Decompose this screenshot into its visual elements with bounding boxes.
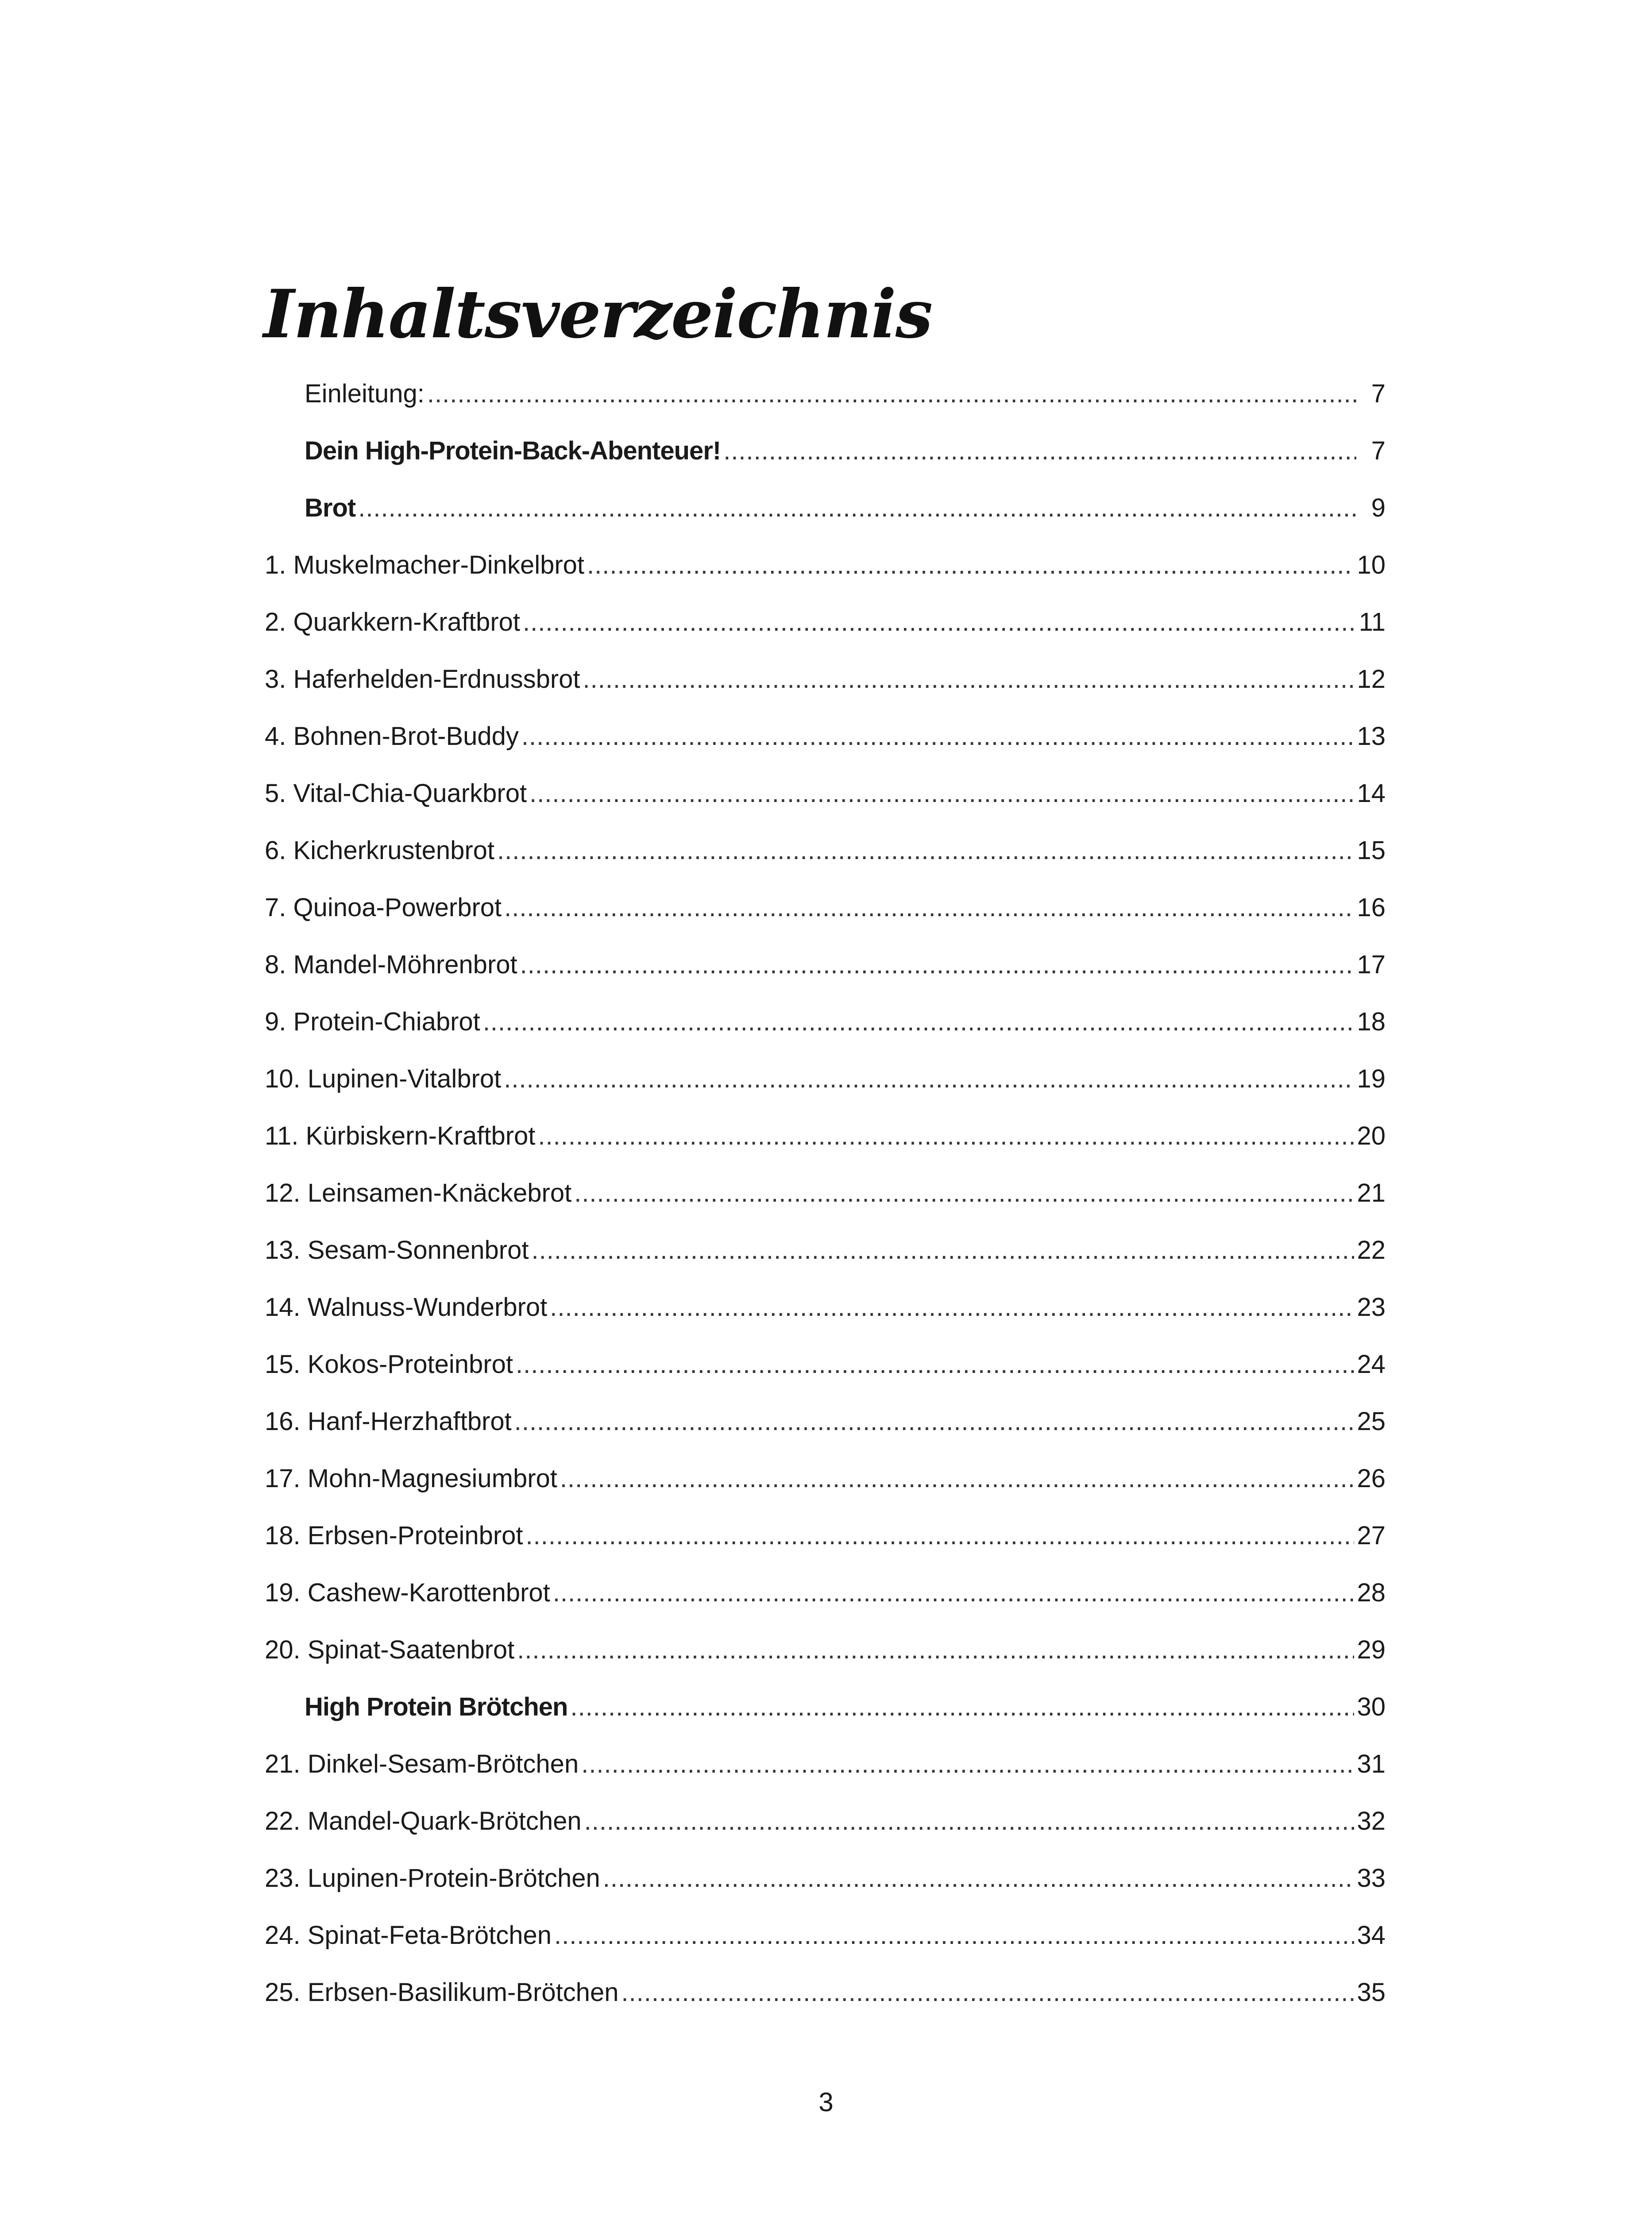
toc-entry-page: 16 bbox=[1357, 893, 1386, 922]
toc-entry[interactable] bbox=[265, 765, 1386, 822]
toc-entry[interactable] bbox=[265, 1279, 1386, 1336]
toc-entry[interactable] bbox=[265, 822, 1386, 879]
dot-leader bbox=[587, 536, 1354, 594]
toc-entry-page: 18 bbox=[1357, 1007, 1386, 1036]
toc-entry-page: 22 bbox=[1357, 1236, 1386, 1265]
toc-entry[interactable] bbox=[265, 1393, 1386, 1450]
toc-entry-label: 17. Mohn-Magnesiumbrot bbox=[265, 1464, 557, 1493]
toc-entry-label: Brot bbox=[305, 493, 356, 522]
toc-entry[interactable] bbox=[265, 1907, 1386, 1964]
toc-entry[interactable] bbox=[265, 1050, 1386, 1107]
dot-leader bbox=[504, 879, 1354, 936]
toc-entry-label: 16. Hanf-Herzhaftbrot bbox=[265, 1407, 512, 1436]
dot-leader bbox=[550, 1279, 1354, 1336]
toc-entry-label: 11. Kürbiskern-Kraftbrot bbox=[265, 1122, 536, 1150]
toc-entry[interactable] bbox=[265, 1793, 1386, 1850]
toc-entry-label: Dein High-Protein-Back-Abenteuer! bbox=[305, 436, 721, 465]
toc-entry-label: 12. Leinsamen-Knäckebrot bbox=[265, 1179, 572, 1207]
toc-entry-page: 19 bbox=[1357, 1064, 1386, 1093]
toc-entry-label: 22. Mandel-Quark-Brötchen bbox=[265, 1807, 582, 1835]
toc-entry-page: 35 bbox=[1357, 1978, 1386, 2007]
toc-entry[interactable] bbox=[265, 1222, 1386, 1279]
toc-entry-page: 32 bbox=[1357, 1807, 1386, 1835]
dot-leader bbox=[574, 1164, 1354, 1222]
toc-entry[interactable] bbox=[265, 1678, 1386, 1735]
toc-entry-page: 34 bbox=[1357, 1921, 1386, 1950]
toc-entry-label: 8. Mandel-Möhrenbrot bbox=[265, 950, 517, 979]
toc-entry[interactable] bbox=[265, 1450, 1386, 1507]
toc-entry-label: 3. Haferhelden-Erdnussbrot bbox=[265, 665, 580, 694]
dot-leader bbox=[621, 1964, 1354, 2021]
toc-entry-page: 7 bbox=[1371, 436, 1386, 465]
toc-entry[interactable] bbox=[265, 1621, 1386, 1678]
toc-entry-page: 12 bbox=[1357, 665, 1386, 694]
dot-leader bbox=[554, 1907, 1354, 1964]
dot-leader bbox=[603, 1850, 1355, 1907]
toc-entry-label: 1. Muskelmacher-Dinkelbrot bbox=[265, 551, 585, 579]
page-number: 3 bbox=[818, 2087, 834, 2117]
toc-entry[interactable] bbox=[265, 879, 1386, 936]
table-of-contents bbox=[265, 365, 1386, 2021]
toc-entry[interactable] bbox=[265, 1850, 1386, 1907]
toc-entry-page: 31 bbox=[1357, 1750, 1386, 1778]
toc-entry-page: 9 bbox=[1371, 493, 1386, 522]
toc-entry-label: 18. Erbsen-Proteinbrot bbox=[265, 1521, 523, 1550]
dot-leader bbox=[531, 1222, 1354, 1279]
toc-entry[interactable] bbox=[265, 1336, 1386, 1393]
toc-entry-label: 2. Quarkkern-Kraftbrot bbox=[265, 608, 520, 636]
toc-entry-label: 15. Kokos-Proteinbrot bbox=[265, 1350, 513, 1379]
toc-entry-page: 33 bbox=[1357, 1864, 1386, 1893]
dot-leader bbox=[570, 1678, 1354, 1735]
dot-leader bbox=[497, 822, 1354, 879]
toc-entry-page: 26 bbox=[1357, 1464, 1386, 1493]
dot-leader bbox=[427, 365, 1356, 422]
toc-entry-page: 24 bbox=[1357, 1350, 1386, 1379]
toc-entry-label: 14. Walnuss-Wunderbrot bbox=[265, 1293, 548, 1322]
toc-entry[interactable] bbox=[265, 708, 1386, 765]
toc-entry-label: 4. Bohnen-Brot-Buddy bbox=[265, 722, 519, 751]
toc-entry-label: 9. Protein-Chiabrot bbox=[265, 1007, 480, 1036]
dot-leader bbox=[517, 1621, 1354, 1678]
toc-entry[interactable] bbox=[265, 422, 1386, 479]
toc-entry-label: 19. Cashew-Karottenbrot bbox=[265, 1578, 550, 1607]
dot-leader bbox=[560, 1450, 1355, 1507]
dot-leader bbox=[584, 1793, 1355, 1850]
dot-leader bbox=[514, 1393, 1355, 1450]
dot-leader bbox=[583, 651, 1355, 708]
toc-entry-page: 14 bbox=[1357, 779, 1386, 808]
toc-entry-label: Einleitung: bbox=[305, 379, 425, 408]
toc-entry-label: 20. Spinat-Saatenbrot bbox=[265, 1635, 515, 1664]
toc-entry-page: 11 bbox=[1359, 608, 1386, 636]
toc-entry-label: 5. Vital-Chia-Quarkbrot bbox=[265, 779, 527, 808]
dot-leader bbox=[526, 1507, 1355, 1564]
toc-entry[interactable] bbox=[265, 1964, 1386, 2021]
toc-entry-label: High Protein Brötchen bbox=[305, 1693, 568, 1721]
toc-entry-page: 29 bbox=[1357, 1635, 1386, 1664]
toc-entry-label: 24. Spinat-Feta-Brötchen bbox=[265, 1921, 552, 1950]
toc-entry-label: 25. Erbsen-Basilikum-Brötchen bbox=[265, 1978, 619, 2007]
toc-entry[interactable] bbox=[265, 1164, 1386, 1222]
toc-entry-page: 27 bbox=[1357, 1521, 1386, 1550]
toc-entry-page: 10 bbox=[1357, 551, 1386, 579]
toc-entry-label: 13. Sesam-Sonnenbrot bbox=[265, 1236, 529, 1265]
toc-entry[interactable] bbox=[265, 651, 1386, 708]
dot-leader bbox=[529, 765, 1354, 822]
toc-entry-label: 10. Lupinen-Vitalbrot bbox=[265, 1064, 502, 1093]
dot-leader bbox=[516, 1336, 1355, 1393]
toc-entry-label: 21. Dinkel-Sesam-Brötchen bbox=[265, 1750, 579, 1778]
toc-entry-page: 20 bbox=[1357, 1122, 1386, 1150]
toc-entry-label: 6. Kicherkrustenbrot bbox=[265, 836, 495, 865]
toc-entry[interactable] bbox=[265, 536, 1386, 594]
toc-entry[interactable] bbox=[265, 594, 1386, 651]
toc-entry-page: 30 bbox=[1357, 1693, 1386, 1721]
toc-entry-label: 7. Quinoa-Powerbrot bbox=[265, 893, 502, 922]
toc-entry[interactable] bbox=[265, 1735, 1386, 1793]
toc-entry-page: 28 bbox=[1357, 1578, 1386, 1607]
toc-entry-page: 15 bbox=[1357, 836, 1386, 865]
dot-leader bbox=[358, 479, 1356, 536]
toc-entry[interactable] bbox=[265, 1564, 1386, 1621]
dot-leader bbox=[504, 1050, 1354, 1107]
toc-entry[interactable] bbox=[265, 365, 1386, 422]
dot-leader bbox=[521, 708, 1355, 765]
dot-leader bbox=[483, 993, 1355, 1050]
toc-entry-page: 23 bbox=[1357, 1293, 1386, 1322]
toc-entry[interactable] bbox=[265, 993, 1386, 1050]
toc-entry[interactable] bbox=[265, 1107, 1386, 1164]
toc-entry[interactable] bbox=[265, 936, 1386, 993]
dot-leader bbox=[520, 936, 1355, 993]
dot-leader bbox=[723, 422, 1356, 479]
toc-entry-label: 23. Lupinen-Protein-Brötchen bbox=[265, 1864, 600, 1893]
toc-entry-page: 25 bbox=[1357, 1407, 1386, 1436]
dot-leader bbox=[553, 1564, 1355, 1621]
toc-title: Inhaltsverzeichnis bbox=[263, 275, 932, 353]
dot-leader bbox=[538, 1107, 1354, 1164]
dot-leader bbox=[523, 594, 1356, 651]
toc-entry-page: 7 bbox=[1371, 379, 1386, 408]
toc-entry[interactable] bbox=[265, 479, 1386, 536]
toc-entry-page: 13 bbox=[1357, 722, 1386, 751]
toc-entry-page: 21 bbox=[1357, 1179, 1386, 1207]
toc-entry[interactable] bbox=[265, 1507, 1386, 1564]
dot-leader bbox=[581, 1735, 1354, 1793]
toc-entry-page: 17 bbox=[1357, 950, 1386, 979]
